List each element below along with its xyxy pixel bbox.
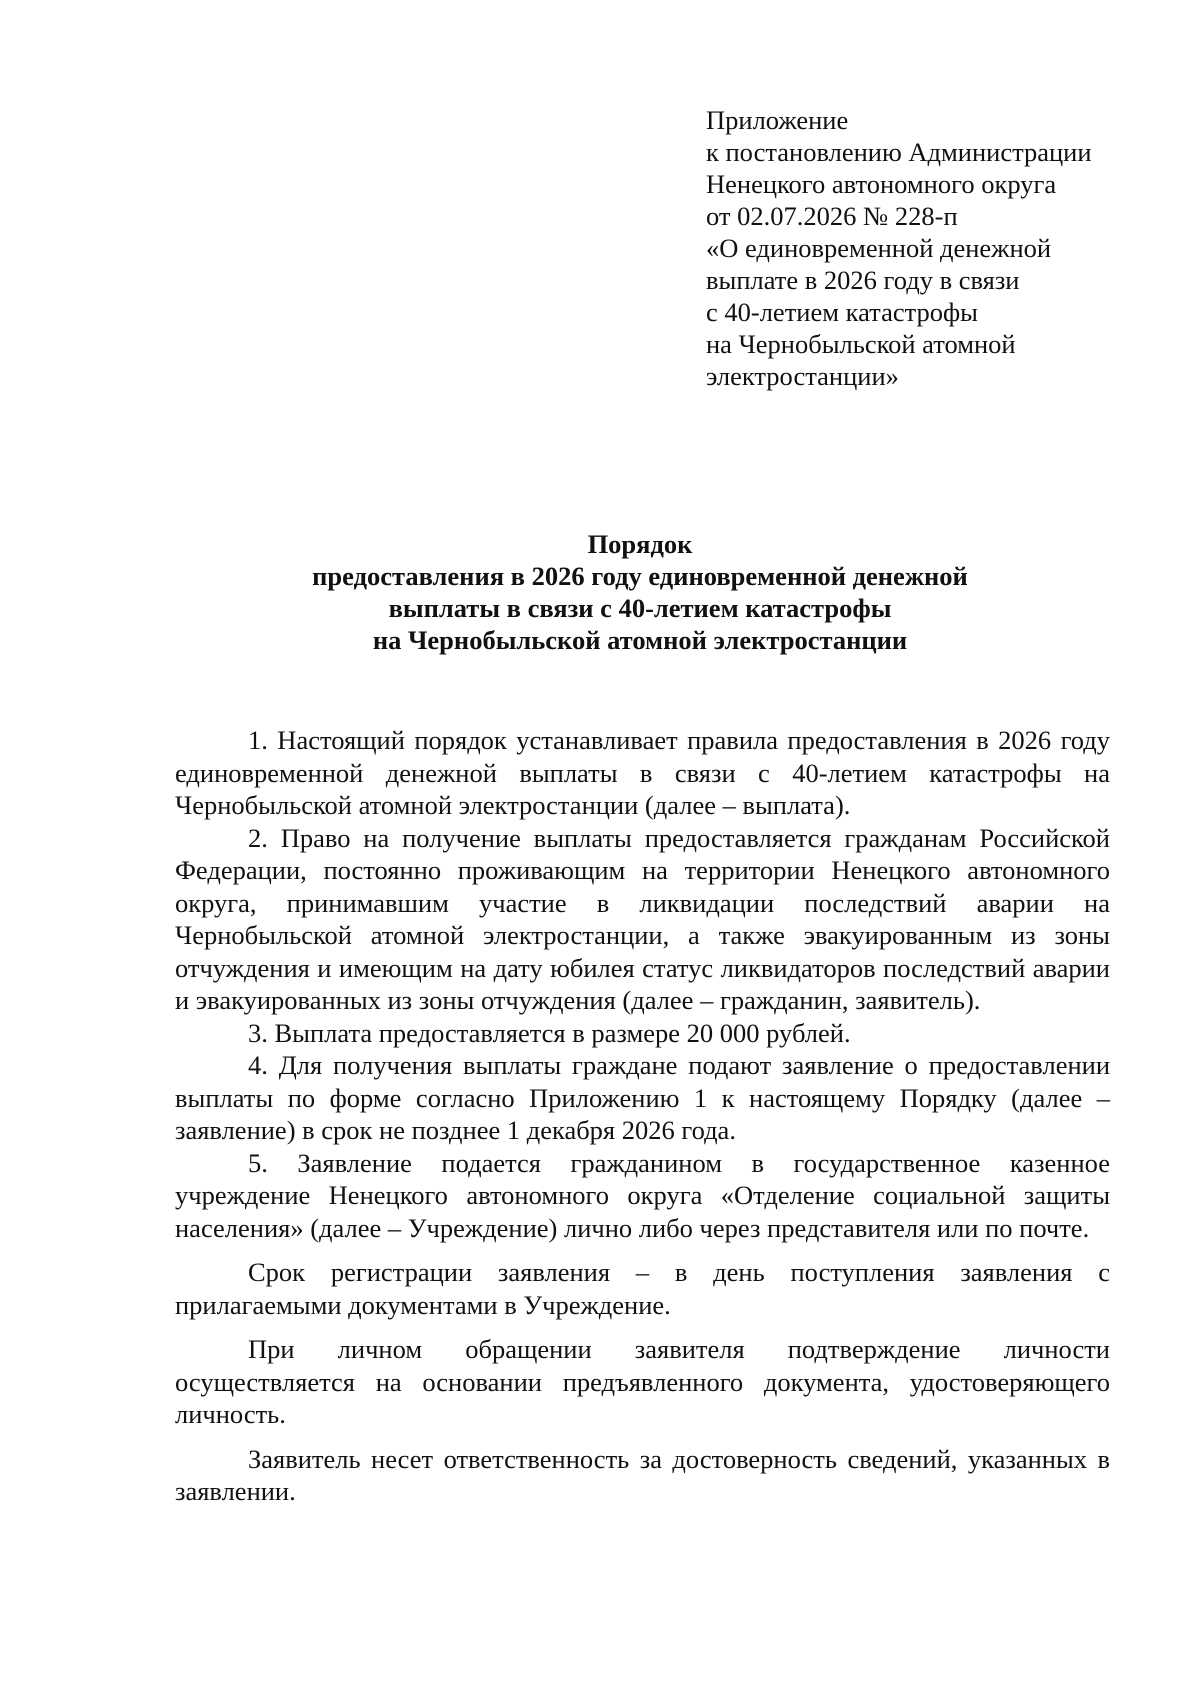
attachment-line: электростанции» <box>706 361 899 391</box>
document-title <box>170 528 1110 656</box>
paragraph-5: 5. Заявление подается гражданином в государственное казенное учреждение Ненецкого автономного округа «Отделение социальной защиты населения» (далее – Учреждение) лично либо через представителя или по почте. <box>175 1147 1110 1243</box>
title-line: предоставления в 2026 году единовременной денежной <box>312 561 968 591</box>
paragraph-responsibility: Заявитель несет ответственность за достоверность сведений, указанных в заявлении. <box>175 1443 1110 1506</box>
paragraph-3: 3. Выплата предоставляется в размере 20 000 рублей. <box>248 1017 851 1048</box>
paragraph-registration: Срок регистрации заявления – в день поступления заявления с прилагаемыми документами в Учреждение. <box>175 1257 1110 1320</box>
attachment-line: от 02.07.2026 № 228-п <box>706 201 958 231</box>
attachment-line: на Чернобыльской атомной <box>706 329 1016 359</box>
paragraph-identity: При личном обращении заявителя подтверждение личности осуществляется на основании предъявленного документа, удостоверяющего личность. <box>175 1334 1110 1429</box>
attachment-block <box>706 104 1176 392</box>
title-line: выплаты в связи с 40-летием катастрофы <box>388 593 892 623</box>
paragraph-4: 4. Для получения выплаты граждане подают заявление о предоставлении выплаты по форме согласно Приложению 1 к настоящему Порядку (далее – заявление) в срок не позднее 1 декабря 2026 года. <box>175 1050 1110 1145</box>
title-line: на Чернобыльской атомной электростанции <box>372 625 908 655</box>
document-body <box>175 724 1110 1508</box>
attachment-line: Приложение <box>706 105 849 135</box>
attachment-line: с 40-летием катастрофы <box>706 297 978 327</box>
paragraph-1: 1. Настоящий порядок устанавливает правила предоставления в 2026 году единовременной денежной выплаты в связи с 40-летием катастрофы на Чернобыльской атомной электростанции (далее – выплата). <box>175 725 1110 820</box>
attachment-line: к постановлению Администрации <box>706 137 1092 167</box>
attachment-line: выплате в 2026 году в связи <box>706 265 1020 295</box>
attachment-line: Ненецкого автономного округа <box>706 169 1057 199</box>
title-line: Порядок <box>587 529 693 559</box>
attachment-line: «О единовременной денежной <box>706 233 1052 263</box>
paragraph-2: 2. Право на получение выплаты предоставляется гражданам Российской Федерации, постоянно проживающим на территории Ненецкого автономного округа, принимавшим участие в ликвидации последствий аварии на Чернобыльской атомной электростанции, а также эвакуированным из зоны отчуждения и имеющим на дату юбилея статус ликвидаторов последствий аварии и эвакуированных из зоны отчуждения (далее – гражданин, заявитель). <box>175 822 1110 1015</box>
